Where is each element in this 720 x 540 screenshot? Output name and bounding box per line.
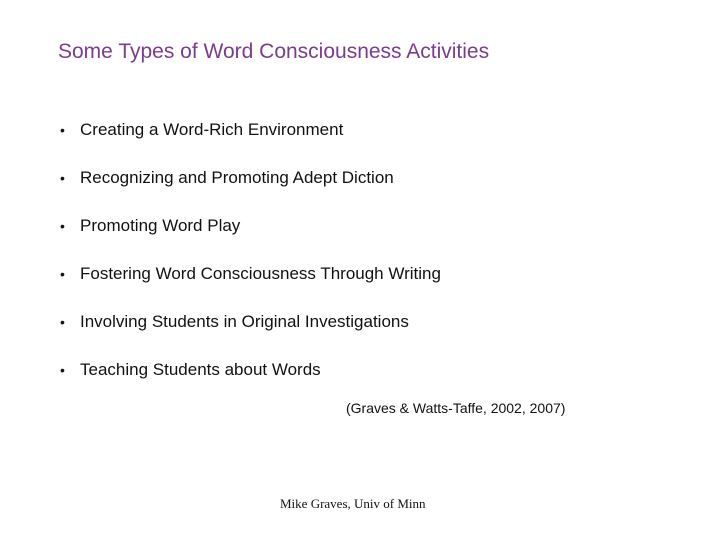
- list-item: [60, 250, 441, 298]
- slide-title: Some Types of Word Consciousness Activities: [58, 40, 490, 63]
- bullet-dot: •: [60, 266, 65, 282]
- bullet-text: Recognizing and Promoting Adept Diction: [80, 168, 394, 187]
- bullet-list: [60, 106, 441, 394]
- bullet-dot: •: [60, 122, 65, 138]
- list-item: [60, 202, 441, 250]
- bullet-dot: •: [60, 170, 65, 186]
- list-item: [60, 106, 441, 154]
- bullet-dot: •: [60, 218, 65, 234]
- list-item: [60, 346, 441, 394]
- list-item: [60, 298, 441, 346]
- bullet-text: Fostering Word Consciousness Through Writing: [80, 264, 441, 283]
- bullet-text: Creating a Word-Rich Environment: [80, 120, 344, 139]
- bullet-dot: •: [60, 314, 65, 330]
- bullet-dot: •: [60, 362, 65, 378]
- bullet-text: Promoting Word Play: [80, 216, 241, 235]
- list-item: [60, 154, 441, 202]
- citation: (Graves & Watts-Taffe, 2002, 2007): [346, 400, 566, 416]
- footer-author: Mike Graves, Univ of Minn: [280, 496, 426, 511]
- bullet-text: Involving Students in Original Investigations: [80, 312, 409, 331]
- bullet-text: Teaching Students about Words: [80, 360, 321, 379]
